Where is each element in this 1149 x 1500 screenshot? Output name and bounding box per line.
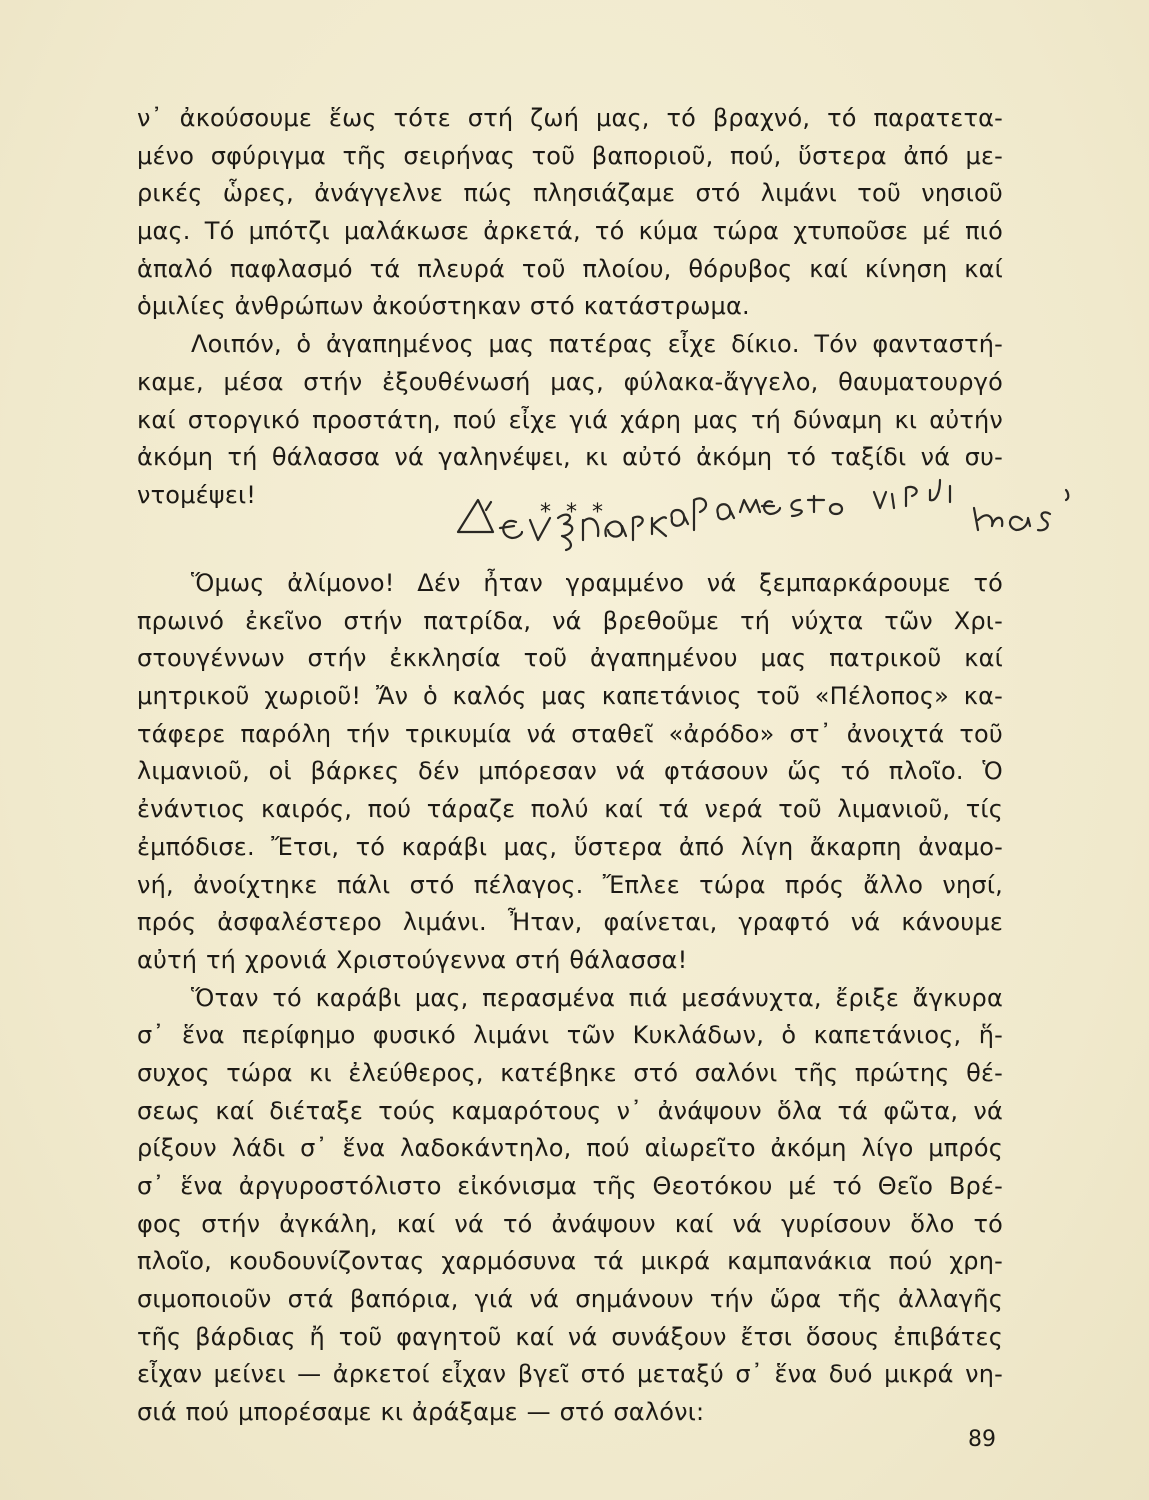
handwriting-stroke <box>500 526 514 528</box>
text-line: ἐνάντιος καιρός, πού τάραζε πολύ καί τά νερά τοῦ λιμανιοῦ, τίς <box>137 795 1003 824</box>
text-line: καμε, μέσα στήν ἐξουθένωσή μας, φύλακα-ἄγγελο, θαυματουργό <box>137 367 1003 396</box>
text-line: μένο σφύριγμα τῆς σειρήνας τοῦ βαποριοῦ, πού, ὕστερα ἀπό με- <box>137 141 1003 170</box>
text-line: συχος τώρα κι ἐλεύθερος, κατέβηκε στό σαλόνι τῆς πρώτης θέ- <box>137 1058 1003 1087</box>
handwriting-stroke <box>1038 512 1050 530</box>
text-line: ἁπαλό παφλασμό τά πλευρά τοῦ πλοίου, θόρυβος καί κίνηση καί <box>137 254 1003 283</box>
handwriting-stroke <box>1010 517 1030 530</box>
handwriting-stroke <box>652 517 666 536</box>
handwriting-stroke <box>974 508 1002 530</box>
text-line: Λοιπόν, ὁ ἀγαπημένος μας πατέρας εἶχε δίκιο. Τόν φανταστή- <box>191 330 1003 359</box>
text-line: σιά πού μπορέσαμε κι ἀράξαμε — στό σαλόνι: <box>137 1398 705 1427</box>
text-line: σεως καί διέταξε τούς καμαρότους ν᾽ ἀνάψουν ὅλα τά φῶτα, νά <box>137 1096 1003 1125</box>
text-line: ἀκόμη τή θάλασσα νά γαληνέψει, κι αὐτό ἀκόμη τό ταξίδι νά συ- <box>137 443 1003 472</box>
handwriting-stroke <box>503 521 522 538</box>
text-line: σ᾽ ἕνα ἀργυροστόλιστο εἰκόνισμα τῆς Θεοτόκου μέ τό Θεῖο Βρέ- <box>137 1172 1003 1200</box>
text-line: τῆς βάρδιας ἤ τοῦ φαγητοῦ καί νά συνάξουν ἔτσι ὅσους ἐπιβάτες <box>137 1322 1003 1351</box>
handwriting-stroke <box>906 487 917 506</box>
handwriting-stroke <box>808 496 824 512</box>
text-line: ἐμπόδισε. Ἔτσι, τό καράβι μας, ὕστερα ἀπό λίγη ἄκαρπη ἀναμο- <box>137 832 1003 861</box>
text-line: ν᾽ ἀκούσουμε ἕως τότε στή ζωή μας, τό βραχνό, τό παρατετα- <box>137 104 1003 132</box>
handwriting-stroke <box>892 494 894 508</box>
text-line: Ὅταν τό καράβι μας, περασμένα πιά μεσάνυχτα, ἔριξε ἄγκυρα <box>191 983 1003 1012</box>
handwriting-stroke <box>605 522 626 537</box>
page-number: 89 <box>968 1427 996 1452</box>
handwriting-stroke <box>1066 490 1068 500</box>
handwriting-stroke <box>930 480 940 500</box>
handwriting-stroke <box>791 500 801 516</box>
handwriting-stroke <box>762 501 780 514</box>
text-line: στουγέννων στήν ἐκκλησία τοῦ ἀγαπημένου μας πατρικοῦ καί <box>137 644 1003 673</box>
text-line: μας. Τό μπότζι μαλάκωσε ἀρκετά, τό κύμα τώρα χτυποῦσε μέ πιό <box>137 217 1003 246</box>
text-line: λιμανιοῦ, οἱ βάρκες δέν μπόρεσαν νά φτάσουν ὥς τό πλοῖο. Ὁ <box>137 757 1003 786</box>
handwriting-stroke <box>717 504 734 519</box>
text-line: νή, ἀνοίχτηκε πάλι στό πέλαγος. Ἔπλεε τώρα πρός ἄλλο νησί, <box>137 870 1003 899</box>
text-line: τάφερε παρόλη τήν τρικυμία νά σταθεῖ «ἀρόδο» στ᾽ ἀνοιχτά τοῦ <box>137 719 1003 748</box>
text-line: ὁμιλίες ἀνθρώπων ἀκούστηκαν στό κατάστρωμα. <box>137 292 750 321</box>
text-line: αὐτή τή χρονιά Χριστούγεννα στή θάλασσα! <box>137 945 688 974</box>
text-line: σιμοποιοῦν στά βαπόρια, γιά νά σημάνουν τήν ὥρα τῆς ἀλλαγῆς <box>137 1285 1003 1314</box>
handwriting-stroke <box>830 504 842 514</box>
text-line: εἶχαν μείνει — ἀρκετοί εἶχαν βγεῖ στό μεταξύ σ᾽ ἕνα δυό μικρά νη- <box>137 1360 1003 1389</box>
handwriting-stroke <box>874 492 886 508</box>
text-line: Ὅμως ἀλίμονο! Δέν ἦταν γραμμένο νά ξεμπαρκάρουμε τό <box>191 569 1003 597</box>
text-line: πρωινό ἐκεῖνο στήν πατρίδα, νά βρεθοῦμε τή νύχτα τῶν Χρι- <box>137 606 1003 635</box>
text-line: πλοῖο, κουδουνίζοντας χαρμόσυνα τά μικρά καμπανάκια πού χρη- <box>137 1247 1003 1276</box>
text-line: φος στήν ἀγκάλη, καί νά τό ἀνάψουν καί νά γυρίσουν ὅλο τό <box>137 1209 1003 1238</box>
text-line: ρικές ὧρες, ἀνάγγελνε πώς πλησιάζαμε στό λιμάνι τοῦ νησιοῦ <box>137 179 1003 208</box>
text-line: πρός ἀσφαλέστερο λιμάνι. Ἦταν, φαίνεται, γραφτό νά κάνουμε <box>137 908 1003 937</box>
handwriting-stroke <box>671 510 688 526</box>
text-line: μητρικοῦ χωριοῦ! Ἄν ὁ καλός μας καπετάνιος τοῦ «Πέλοπος» κα- <box>137 682 1003 711</box>
section-separator: * * * <box>540 500 607 525</box>
handwriting-stroke <box>486 502 491 510</box>
text-line: ρίξουν λάδι σ᾽ ἕνα λαδοκάντηλο, πού αἰωρεῖτο ἀκόμη λίγο μπρός <box>137 1134 1003 1163</box>
text-block-upper <box>137 100 1003 515</box>
text-block-lower <box>137 565 1003 1432</box>
text-line: καί στοργικό προστάτη, πού εἶχε γιά χάρη μας τή δύναμη κι αὐτήν <box>137 405 1003 434</box>
handwriting-stroke <box>694 498 706 530</box>
text-line: σ᾽ ἕνα περίφημο φυσικό λιμάνι τῶν Κυκλάδων, ὁ καπετάνιος, ἥ- <box>137 1021 1003 1050</box>
text-line: ντομέψει! <box>137 480 257 509</box>
handwriting-stroke <box>458 500 493 532</box>
handwriting-stroke <box>740 500 760 512</box>
handwriting-stroke <box>633 517 643 540</box>
